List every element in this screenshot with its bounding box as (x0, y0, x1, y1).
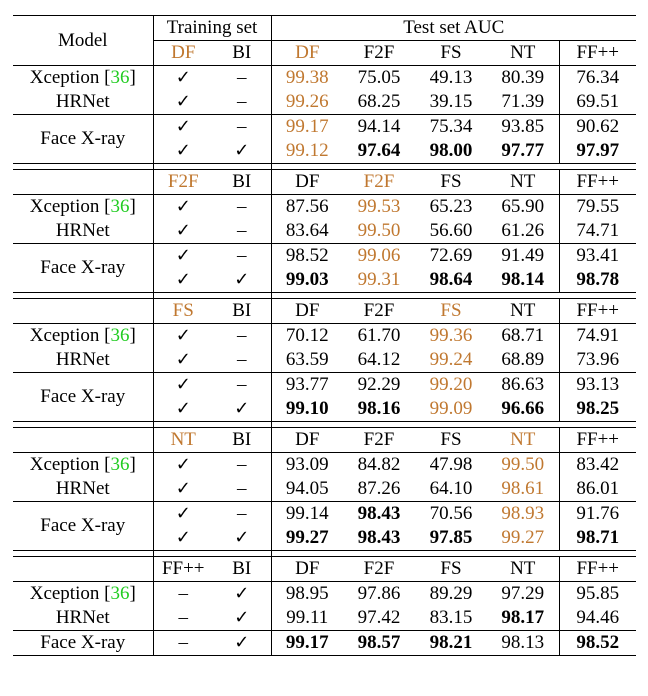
auc-value: 94.05 (285, 478, 329, 499)
test-col-header: F2F (343, 428, 415, 453)
auc-value: 98.52 (559, 631, 636, 656)
model-label: Face X-ray (40, 632, 126, 653)
bi-mark: – (213, 453, 271, 478)
model-label: HRNet (55, 349, 110, 370)
bi-mark: – (213, 244, 271, 269)
table-row (13, 115, 636, 140)
test-col-header: NT (487, 299, 559, 324)
auc-value: 99.20 (415, 373, 487, 398)
table-row (13, 477, 636, 502)
test-col-header: FS (415, 557, 487, 582)
test-col-header: F2F (363, 42, 395, 63)
model-name (13, 219, 153, 244)
model-name: Xception [36] (13, 66, 153, 91)
model-label: Face X-ray (40, 257, 126, 278)
auc-value: 98.64 (429, 269, 473, 290)
auc-value: 86.63 (487, 373, 559, 398)
model-name (13, 606, 153, 631)
bi-mark: ✓ (213, 526, 271, 551)
model-label: Xception (29, 325, 100, 346)
auc-value: 76.34 (559, 66, 636, 91)
model-name: Xception [36] (13, 195, 153, 220)
auc-value: 97.42 (357, 607, 401, 628)
model-label: Face X-ray (40, 515, 126, 536)
auc-value: 64.12 (357, 349, 401, 370)
test-col-header: FF++ (576, 42, 620, 63)
auc-value: 99.10 (285, 398, 329, 419)
test-col-header: DF (271, 170, 343, 195)
training-mark: ✓ (153, 453, 213, 478)
citation-link[interactable]: 36 (110, 196, 130, 217)
bi-mark: ✓ (213, 606, 271, 631)
training-mark: ✓ (175, 91, 191, 112)
auc-value: 97.77 (487, 139, 559, 164)
auc-value: 56.60 (429, 220, 473, 241)
test-set-header: Test set AUC (271, 16, 636, 41)
auc-value: 65.90 (487, 195, 559, 220)
auc-value: 99.26 (285, 91, 329, 112)
auc-value: 96.66 (487, 397, 559, 422)
auc-value: 91.76 (559, 502, 636, 527)
training-col-header: BI (213, 557, 271, 582)
table-row (13, 453, 636, 478)
test-col-header: FF++ (559, 428, 636, 453)
auc-value: 93.09 (271, 453, 343, 478)
auc-value: 98.57 (343, 631, 415, 656)
column-header-row (13, 428, 636, 453)
auc-value: 39.15 (429, 91, 473, 112)
auc-value: 94.46 (576, 607, 620, 628)
auc-value: 98.71 (576, 527, 620, 548)
auc-value: 71.39 (487, 90, 559, 115)
auc-value: 99.50 (487, 453, 559, 478)
test-col-header: NT (487, 428, 559, 453)
test-col-header: NT (487, 170, 559, 195)
auc-value: 70.56 (415, 502, 487, 527)
auc-value: 75.34 (415, 115, 487, 140)
auc-value: 98.17 (487, 606, 559, 631)
table-row (13, 373, 636, 398)
model-label: HRNet (55, 220, 110, 241)
test-col-header: DF (295, 42, 320, 63)
model-header-empty (13, 428, 153, 453)
auc-value: 93.41 (559, 244, 636, 269)
auc-value: 98.00 (429, 140, 473, 161)
training-mark: – (153, 582, 213, 607)
training-mark: ✓ (175, 398, 191, 419)
model-name (13, 348, 153, 373)
auc-value: 98.14 (487, 268, 559, 293)
bi-mark: – (213, 502, 271, 527)
table-row (13, 582, 636, 607)
test-col-header: FF++ (559, 557, 636, 582)
model-label: Xception (29, 196, 100, 217)
auc-value: 95.85 (559, 582, 636, 607)
training-mark: ✓ (175, 140, 191, 161)
auc-value: 99.24 (429, 349, 473, 370)
auc-value: 93.77 (271, 373, 343, 398)
model-label: Xception (29, 67, 100, 88)
test-col-header: FS (415, 428, 487, 453)
auc-value: 47.98 (415, 453, 487, 478)
auc-value: 73.96 (576, 349, 620, 370)
test-col-header: FS (415, 170, 487, 195)
table-row (13, 324, 636, 349)
training-mark: ✓ (153, 66, 213, 91)
auc-value: 99.36 (415, 324, 487, 349)
training-mark: ✓ (175, 269, 191, 290)
training-mark: – (153, 631, 213, 656)
model-name (13, 477, 153, 502)
table-row (13, 631, 636, 656)
training-col-header: FF++ (153, 557, 213, 582)
test-col-header: DF (271, 557, 343, 582)
auc-value: 61.70 (343, 324, 415, 349)
training-mark: ✓ (153, 195, 213, 220)
auc-value: 64.10 (429, 478, 473, 499)
training-col-header: BI (213, 41, 271, 66)
training-mark: ✓ (175, 478, 191, 499)
auc-value: 68.25 (357, 91, 401, 112)
model-name (13, 244, 153, 293)
auc-value: 75.05 (343, 66, 415, 91)
column-header-row (13, 299, 636, 324)
table-row (13, 195, 636, 220)
auc-value: 70.12 (271, 324, 343, 349)
model-label: HRNet (55, 91, 110, 112)
training-col-header: FS (153, 299, 213, 324)
auc-value: 98.93 (487, 502, 559, 527)
model-label: Face X-ray (40, 386, 126, 407)
auc-value: 99.50 (357, 220, 401, 241)
auc-value: 98.43 (343, 502, 415, 527)
bi-mark: – (213, 66, 271, 91)
bi-mark: – (213, 373, 271, 398)
auc-value: 98.52 (271, 244, 343, 269)
model-header-empty (13, 299, 153, 324)
training-mark: ✓ (153, 244, 213, 269)
column-header-row (13, 557, 636, 582)
auc-value: 83.15 (429, 607, 473, 628)
auc-value: 87.26 (357, 478, 401, 499)
auc-value: 97.64 (357, 140, 401, 161)
model-name (13, 373, 153, 422)
auc-value: 98.43 (357, 527, 401, 548)
auc-value: 74.71 (576, 220, 620, 241)
citation-link[interactable]: 36 (110, 454, 130, 475)
auc-value: 93.13 (559, 373, 636, 398)
training-mark: ✓ (153, 324, 213, 349)
auc-value: 49.13 (415, 66, 487, 91)
model-label: Xception (29, 583, 100, 604)
test-col-header: DF (271, 299, 343, 324)
auc-value: 99.06 (343, 244, 415, 269)
auc-value: 79.55 (559, 195, 636, 220)
auc-value: 89.29 (415, 582, 487, 607)
bi-mark: ✓ (213, 582, 271, 607)
training-mark: ✓ (175, 349, 191, 370)
table-row (13, 66, 636, 91)
table-row (13, 348, 636, 373)
auc-value: 72.69 (415, 244, 487, 269)
model-label: Xception (29, 454, 100, 475)
auc-value: 99.14 (271, 502, 343, 527)
auc-value: 99.11 (286, 607, 329, 628)
auc-value: 98.61 (487, 477, 559, 502)
auc-value: 91.49 (487, 244, 559, 269)
bi-mark: – (213, 90, 271, 115)
training-mark: – (178, 607, 188, 628)
test-col-header: NT (487, 41, 559, 66)
bi-mark: ✓ (213, 397, 271, 422)
training-mark: ✓ (153, 115, 213, 140)
training-mark: ✓ (175, 527, 191, 548)
test-col-header: F2F (343, 557, 415, 582)
model-name: Xception [36] (13, 453, 153, 478)
training-col-header: BI (213, 428, 271, 453)
auc-value: 74.91 (559, 324, 636, 349)
test-col-header: F2F (343, 170, 415, 195)
auc-value: 63.59 (285, 349, 329, 370)
auc-value: 61.26 (487, 219, 559, 244)
bi-mark: – (213, 348, 271, 373)
table-row (13, 502, 636, 527)
test-col-header: DF (271, 428, 343, 453)
model-name (13, 90, 153, 115)
model-header: Model (13, 16, 153, 66)
auc-value: 93.85 (487, 115, 559, 140)
training-mark: ✓ (175, 220, 191, 241)
training-set-header: Training set (153, 16, 271, 41)
auc-value: 99.12 (285, 140, 329, 161)
auc-value: 99.38 (271, 66, 343, 91)
bi-mark: – (213, 195, 271, 220)
auc-value: 68.89 (487, 348, 559, 373)
model-label: Face X-ray (40, 128, 126, 149)
auc-value: 99.17 (271, 631, 343, 656)
bi-mark: ✓ (213, 268, 271, 293)
model-name: Xception [36] (13, 324, 153, 349)
results-table (13, 15, 636, 656)
auc-value: 80.39 (487, 66, 559, 91)
auc-value: 97.85 (429, 527, 473, 548)
model-label: HRNet (55, 607, 110, 628)
table-row (13, 606, 636, 631)
test-col-header: FF++ (559, 299, 636, 324)
auc-value: 92.29 (343, 373, 415, 398)
training-col-header: F2F (153, 170, 213, 195)
auc-value: 99.09 (429, 398, 473, 419)
auc-value: 84.82 (343, 453, 415, 478)
bi-mark: ✓ (213, 631, 271, 656)
table-row (13, 219, 636, 244)
results-table-wrapper (13, 15, 635, 656)
training-mark: ✓ (153, 502, 213, 527)
table-row (13, 244, 636, 269)
bi-mark: – (213, 477, 271, 502)
auc-value: 98.21 (415, 631, 487, 656)
model-header-empty (13, 557, 153, 582)
bi-mark: ✓ (213, 139, 271, 164)
bi-mark: – (213, 219, 271, 244)
auc-value: 98.78 (576, 269, 620, 290)
auc-value: 98.95 (271, 582, 343, 607)
auc-value: 99.27 (487, 526, 559, 551)
training-col-header: BI (213, 170, 271, 195)
auc-value: 97.97 (576, 140, 620, 161)
auc-value: 65.23 (415, 195, 487, 220)
auc-value: 87.56 (271, 195, 343, 220)
table-row (13, 90, 636, 115)
test-col-header: NT (487, 557, 559, 582)
auc-value: 99.03 (285, 269, 329, 290)
test-col-header: FF++ (559, 170, 636, 195)
training-col-header: DF (171, 42, 196, 63)
auc-value: 86.01 (576, 478, 620, 499)
bi-mark: – (213, 324, 271, 349)
auc-value: 99.27 (285, 527, 329, 548)
test-col-header: F2F (343, 299, 415, 324)
auc-value: 94.14 (343, 115, 415, 140)
model-header-empty (13, 170, 153, 195)
auc-value: 83.42 (559, 453, 636, 478)
auc-value: 99.17 (271, 115, 343, 140)
bi-mark: – (213, 115, 271, 140)
model-name (13, 631, 153, 656)
column-header-row (13, 170, 636, 195)
training-col-header: BI (213, 299, 271, 324)
citation-link[interactable]: 36 (110, 583, 130, 604)
model-name (13, 502, 153, 551)
test-col-header: FS (415, 299, 487, 324)
training-col-header: NT (153, 428, 213, 453)
auc-value: 99.31 (357, 269, 401, 290)
auc-value: 97.86 (343, 582, 415, 607)
model-name: Xception [36] (13, 582, 153, 607)
auc-value: 90.62 (559, 115, 636, 140)
citation-link[interactable]: 36 (110, 67, 130, 88)
auc-value: 98.16 (357, 398, 401, 419)
model-name (13, 115, 153, 164)
auc-value: 97.29 (487, 582, 559, 607)
auc-value: 98.13 (487, 631, 559, 656)
citation-link[interactable]: 36 (110, 325, 130, 346)
auc-value: 99.53 (343, 195, 415, 220)
auc-value: 98.25 (576, 398, 620, 419)
auc-value: 83.64 (285, 220, 329, 241)
header-row (13, 16, 636, 41)
training-mark: ✓ (153, 373, 213, 398)
auc-value: 68.71 (487, 324, 559, 349)
auc-value: 69.51 (576, 91, 620, 112)
model-label: HRNet (55, 478, 110, 499)
test-col-header: FS (440, 42, 462, 63)
